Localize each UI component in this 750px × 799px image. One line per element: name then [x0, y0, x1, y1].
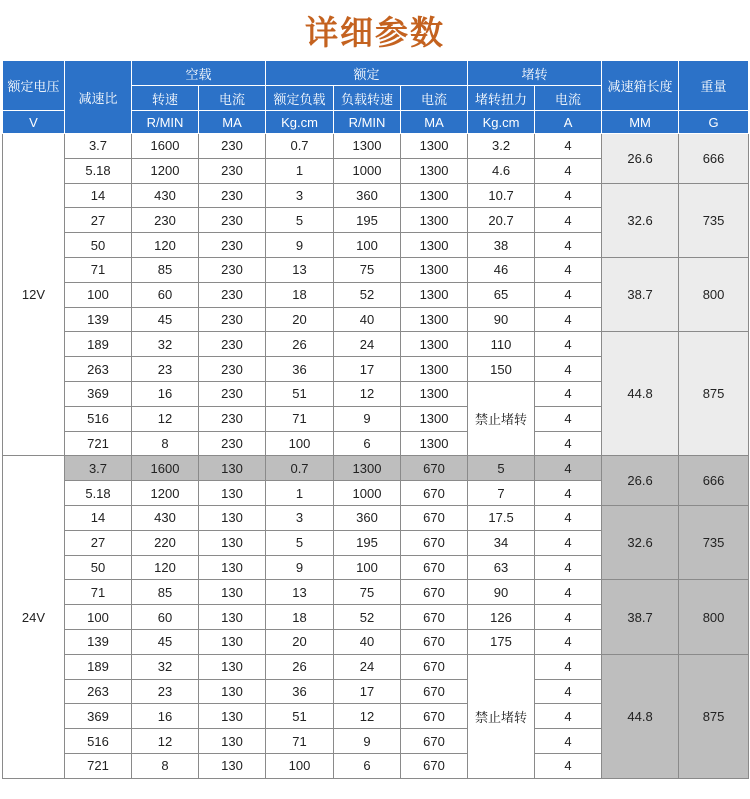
nl-speed-cell: 8	[132, 753, 199, 778]
ratio-cell: 263	[65, 679, 132, 704]
stall-current-cell: 4	[535, 307, 602, 332]
header-stall-torque: 堵转扭力	[468, 86, 535, 111]
page-title: 详细参数	[305, 13, 445, 52]
rated-load-cell: 51	[266, 381, 334, 406]
stall-current-cell: 4	[535, 158, 602, 183]
stall-current-cell: 4	[535, 208, 602, 233]
load-speed-cell: 100	[334, 555, 401, 580]
rated-load-cell: 13	[266, 580, 334, 605]
load-speed-cell: 24	[334, 332, 401, 357]
table-row	[3, 183, 749, 208]
gearbox-length-cell: 44.8	[602, 654, 679, 778]
load-speed-cell: 75	[334, 257, 401, 282]
load-speed-cell: 52	[334, 282, 401, 307]
load-speed-cell: 40	[334, 629, 401, 654]
rated-load-cell: 5	[266, 208, 334, 233]
stall-current-cell: 4	[535, 406, 602, 431]
ratio-cell: 50	[65, 555, 132, 580]
ratio-cell: 516	[65, 729, 132, 754]
header-rated: 额定	[266, 61, 468, 86]
nl-current-cell: 130	[199, 629, 266, 654]
table-row	[3, 456, 749, 481]
load-speed-cell: 52	[334, 605, 401, 630]
stall-torque-cell: 65	[468, 282, 535, 307]
rated-load-cell: 100	[266, 753, 334, 778]
rated-current-cell: 670	[401, 704, 468, 729]
rated-current-cell: 670	[401, 505, 468, 530]
stall-torque-cell: 3.2	[468, 134, 535, 159]
rated-load-cell: 9	[266, 233, 334, 258]
weight-cell: 666	[679, 134, 749, 184]
stall-current-cell: 4	[535, 332, 602, 357]
stall-current-cell: 4	[535, 381, 602, 406]
header-weight: 重量	[679, 61, 749, 111]
rated-load-cell: 20	[266, 307, 334, 332]
gearbox-length-cell: 44.8	[602, 332, 679, 456]
unit-rated-current: MA	[401, 111, 468, 134]
stall-current-cell: 4	[535, 183, 602, 208]
rated-current-cell: 1300	[401, 183, 468, 208]
stall-current-cell: 4	[535, 530, 602, 555]
stall-torque-cell: 110	[468, 332, 535, 357]
nl-speed-cell: 32	[132, 654, 199, 679]
stall-current-cell: 4	[535, 282, 602, 307]
stall-current-cell: 4	[535, 431, 602, 456]
load-speed-cell: 1000	[334, 158, 401, 183]
load-speed-cell: 6	[334, 753, 401, 778]
rated-load-cell: 5	[266, 530, 334, 555]
rated-current-cell: 670	[401, 580, 468, 605]
nl-current-cell: 230	[199, 158, 266, 183]
rated-load-cell: 3	[266, 183, 334, 208]
nl-speed-cell: 23	[132, 679, 199, 704]
load-speed-cell: 1000	[334, 481, 401, 506]
header-ratio: 减速比	[65, 61, 132, 134]
nl-current-cell: 230	[199, 282, 266, 307]
stall-current-cell: 4	[535, 605, 602, 630]
rated-load-cell: 18	[266, 605, 334, 630]
gearbox-length-cell: 38.7	[602, 580, 679, 654]
ratio-cell: 721	[65, 753, 132, 778]
stall-torque-cell: 126	[468, 605, 535, 630]
stall-torque-cell: 150	[468, 357, 535, 382]
nl-speed-cell: 220	[132, 530, 199, 555]
ratio-cell: 721	[65, 431, 132, 456]
unit-stall-torque: Kg.cm	[468, 111, 535, 134]
nl-speed-cell: 430	[132, 505, 199, 530]
stall-current-cell: 4	[535, 505, 602, 530]
stall-current-cell: 4	[535, 729, 602, 754]
load-speed-cell: 195	[334, 208, 401, 233]
nl-current-cell: 230	[199, 208, 266, 233]
load-speed-cell: 6	[334, 431, 401, 456]
rated-current-cell: 1300	[401, 406, 468, 431]
nl-current-cell: 230	[199, 406, 266, 431]
nl-speed-cell: 120	[132, 233, 199, 258]
nl-speed-cell: 60	[132, 282, 199, 307]
ratio-cell: 369	[65, 704, 132, 729]
nl-speed-cell: 1200	[132, 158, 199, 183]
header-load-speed: 负载转速	[334, 86, 401, 111]
rated-current-cell: 1300	[401, 307, 468, 332]
nl-speed-cell: 12	[132, 729, 199, 754]
nl-current-cell: 230	[199, 381, 266, 406]
rated-load-cell: 36	[266, 357, 334, 382]
stall-current-cell: 4	[535, 456, 602, 481]
rated-current-cell: 670	[401, 753, 468, 778]
stall-torque-cell: 10.7	[468, 183, 535, 208]
stall-torque-cell: 34	[468, 530, 535, 555]
stall-torque-cell: 63	[468, 555, 535, 580]
gearbox-length-cell: 32.6	[602, 505, 679, 579]
rated-current-cell: 1300	[401, 381, 468, 406]
rated-load-cell: 36	[266, 679, 334, 704]
header-rated-load: 额定负载	[266, 86, 334, 111]
rated-load-cell: 18	[266, 282, 334, 307]
rated-current-cell: 670	[401, 679, 468, 704]
rated-current-cell: 670	[401, 481, 468, 506]
weight-cell: 800	[679, 257, 749, 331]
gearbox-length-cell: 26.6	[602, 134, 679, 184]
ratio-cell: 139	[65, 629, 132, 654]
table-row	[3, 257, 749, 282]
nl-speed-cell: 1200	[132, 481, 199, 506]
nl-current-cell: 130	[199, 530, 266, 555]
stall-current-cell: 4	[535, 134, 602, 159]
nl-current-cell: 130	[199, 481, 266, 506]
header-stall-current: 电流	[535, 86, 602, 111]
nl-current-cell: 230	[199, 307, 266, 332]
rated-current-cell: 1300	[401, 134, 468, 159]
load-speed-cell: 17	[334, 679, 401, 704]
rated-load-cell: 0.7	[266, 134, 334, 159]
stall-torque-cell: 90	[468, 580, 535, 605]
ratio-cell: 5.18	[65, 158, 132, 183]
rated-current-cell: 1300	[401, 357, 468, 382]
load-speed-cell: 360	[334, 183, 401, 208]
stall-torque-cell: 20.7	[468, 208, 535, 233]
nl-current-cell: 130	[199, 605, 266, 630]
ratio-cell: 3.7	[65, 456, 132, 481]
nl-speed-cell: 60	[132, 605, 199, 630]
ratio-cell: 189	[65, 332, 132, 357]
rated-load-cell: 20	[266, 629, 334, 654]
rated-current-cell: 670	[401, 456, 468, 481]
ratio-cell: 100	[65, 605, 132, 630]
weight-cell: 875	[679, 332, 749, 456]
weight-cell: 800	[679, 580, 749, 654]
ratio-cell: 516	[65, 406, 132, 431]
rated-load-cell: 9	[266, 555, 334, 580]
header-row-1	[3, 61, 749, 86]
load-speed-cell: 195	[334, 530, 401, 555]
voltage-cell: 24V	[3, 456, 65, 778]
nl-current-cell: 230	[199, 233, 266, 258]
ratio-cell: 5.18	[65, 481, 132, 506]
stall-current-cell: 4	[535, 357, 602, 382]
rated-current-cell: 1300	[401, 158, 468, 183]
rated-current-cell: 670	[401, 605, 468, 630]
stall-torque-cell: 17.5	[468, 505, 535, 530]
load-speed-cell: 75	[334, 580, 401, 605]
load-speed-cell: 9	[334, 729, 401, 754]
nl-current-cell: 230	[199, 357, 266, 382]
stall-current-cell: 4	[535, 654, 602, 679]
load-speed-cell: 12	[334, 381, 401, 406]
weight-cell: 666	[679, 456, 749, 506]
nl-speed-cell: 8	[132, 431, 199, 456]
voltage-cell: 12V	[3, 134, 65, 456]
rated-current-cell: 670	[401, 555, 468, 580]
spec-table	[2, 60, 749, 779]
rated-current-cell: 1300	[401, 431, 468, 456]
unit-voltage: V	[3, 111, 65, 134]
ratio-cell: 71	[65, 257, 132, 282]
rated-load-cell: 51	[266, 704, 334, 729]
nl-speed-cell: 45	[132, 307, 199, 332]
nl-current-cell: 130	[199, 580, 266, 605]
nl-current-cell: 130	[199, 729, 266, 754]
nl-current-cell: 130	[199, 704, 266, 729]
ratio-cell: 369	[65, 381, 132, 406]
rated-load-cell: 13	[266, 257, 334, 282]
nl-current-cell: 130	[199, 654, 266, 679]
table-row	[3, 332, 749, 357]
table-row	[3, 654, 749, 679]
unit-stall-current: A	[535, 111, 602, 134]
ratio-cell: 189	[65, 654, 132, 679]
table-row	[3, 580, 749, 605]
nl-current-cell: 130	[199, 753, 266, 778]
rated-current-cell: 1300	[401, 208, 468, 233]
gearbox-length-cell: 32.6	[602, 183, 679, 257]
ratio-cell: 50	[65, 233, 132, 258]
no-stall-cell: 禁止堵转	[468, 654, 535, 778]
load-speed-cell: 360	[334, 505, 401, 530]
stall-current-cell: 4	[535, 629, 602, 654]
rated-current-cell: 1300	[401, 233, 468, 258]
nl-current-cell: 230	[199, 257, 266, 282]
ratio-cell: 71	[65, 580, 132, 605]
rated-load-cell: 0.7	[266, 456, 334, 481]
stall-current-cell: 4	[535, 679, 602, 704]
header-stall: 堵转	[468, 61, 602, 86]
ratio-cell: 14	[65, 183, 132, 208]
nl-speed-cell: 1600	[132, 134, 199, 159]
rated-load-cell: 100	[266, 431, 334, 456]
ratio-cell: 139	[65, 307, 132, 332]
unit-rated-load: Kg.cm	[266, 111, 334, 134]
unit-load-speed: R/MIN	[334, 111, 401, 134]
nl-speed-cell: 120	[132, 555, 199, 580]
nl-current-cell: 230	[199, 431, 266, 456]
header-rated-current: 电流	[401, 86, 468, 111]
unit-length: MM	[602, 111, 679, 134]
nl-current-cell: 230	[199, 134, 266, 159]
nl-speed-cell: 85	[132, 257, 199, 282]
stall-torque-cell: 38	[468, 233, 535, 258]
stall-current-cell: 4	[535, 753, 602, 778]
stall-current-cell: 4	[535, 257, 602, 282]
load-speed-cell: 17	[334, 357, 401, 382]
rated-load-cell: 71	[266, 729, 334, 754]
stall-current-cell: 4	[535, 481, 602, 506]
ratio-cell: 27	[65, 530, 132, 555]
stall-current-cell: 4	[535, 555, 602, 580]
stall-torque-cell: 90	[468, 307, 535, 332]
gearbox-length-cell: 38.7	[602, 257, 679, 331]
header-nl-current: 电流	[199, 86, 266, 111]
unit-weight: G	[679, 111, 749, 134]
ratio-cell: 27	[65, 208, 132, 233]
load-speed-cell: 40	[334, 307, 401, 332]
header-gearbox-length: 减速箱长度	[602, 61, 679, 111]
rated-load-cell: 26	[266, 332, 334, 357]
header-no-load: 空载	[132, 61, 266, 86]
nl-speed-cell: 45	[132, 629, 199, 654]
nl-current-cell: 230	[199, 332, 266, 357]
nl-speed-cell: 16	[132, 704, 199, 729]
ratio-cell: 14	[65, 505, 132, 530]
nl-current-cell: 130	[199, 679, 266, 704]
load-speed-cell: 1300	[334, 456, 401, 481]
table-row	[3, 505, 749, 530]
nl-speed-cell: 16	[132, 381, 199, 406]
no-stall-cell: 禁止堵转	[468, 381, 535, 455]
load-speed-cell: 100	[334, 233, 401, 258]
header-voltage: 额定电压	[3, 61, 65, 111]
stall-torque-cell: 175	[468, 629, 535, 654]
load-speed-cell: 1300	[334, 134, 401, 159]
rated-current-cell: 1300	[401, 282, 468, 307]
nl-current-cell: 130	[199, 555, 266, 580]
ratio-cell: 3.7	[65, 134, 132, 159]
rated-current-cell: 670	[401, 729, 468, 754]
load-speed-cell: 12	[334, 704, 401, 729]
load-speed-cell: 9	[334, 406, 401, 431]
rated-current-cell: 670	[401, 530, 468, 555]
gearbox-length-cell: 26.6	[602, 456, 679, 506]
nl-speed-cell: 23	[132, 357, 199, 382]
nl-current-cell: 130	[199, 505, 266, 530]
rated-load-cell: 1	[266, 158, 334, 183]
stall-torque-cell: 5	[468, 456, 535, 481]
nl-current-cell: 230	[199, 183, 266, 208]
weight-cell: 735	[679, 505, 749, 579]
stall-current-cell: 4	[535, 580, 602, 605]
stall-current-cell: 4	[535, 233, 602, 258]
rated-load-cell: 3	[266, 505, 334, 530]
load-speed-cell: 24	[334, 654, 401, 679]
stall-torque-cell: 4.6	[468, 158, 535, 183]
nl-speed-cell: 32	[132, 332, 199, 357]
unit-nl-current: MA	[199, 111, 266, 134]
rated-load-cell: 1	[266, 481, 334, 506]
stall-current-cell: 4	[535, 704, 602, 729]
header-nl-speed: 转速	[132, 86, 199, 111]
weight-cell: 735	[679, 183, 749, 257]
rated-current-cell: 670	[401, 654, 468, 679]
ratio-cell: 100	[65, 282, 132, 307]
rated-load-cell: 71	[266, 406, 334, 431]
weight-cell: 875	[679, 654, 749, 778]
rated-current-cell: 670	[401, 629, 468, 654]
rated-load-cell: 26	[266, 654, 334, 679]
nl-speed-cell: 1600	[132, 456, 199, 481]
nl-current-cell: 130	[199, 456, 266, 481]
nl-speed-cell: 12	[132, 406, 199, 431]
unit-nl-speed: R/MIN	[132, 111, 199, 134]
stall-torque-cell: 7	[468, 481, 535, 506]
rated-current-cell: 1300	[401, 332, 468, 357]
table-row	[3, 134, 749, 159]
ratio-cell: 263	[65, 357, 132, 382]
stall-torque-cell: 46	[468, 257, 535, 282]
nl-speed-cell: 85	[132, 580, 199, 605]
rated-current-cell: 1300	[401, 257, 468, 282]
nl-speed-cell: 230	[132, 208, 199, 233]
nl-speed-cell: 430	[132, 183, 199, 208]
